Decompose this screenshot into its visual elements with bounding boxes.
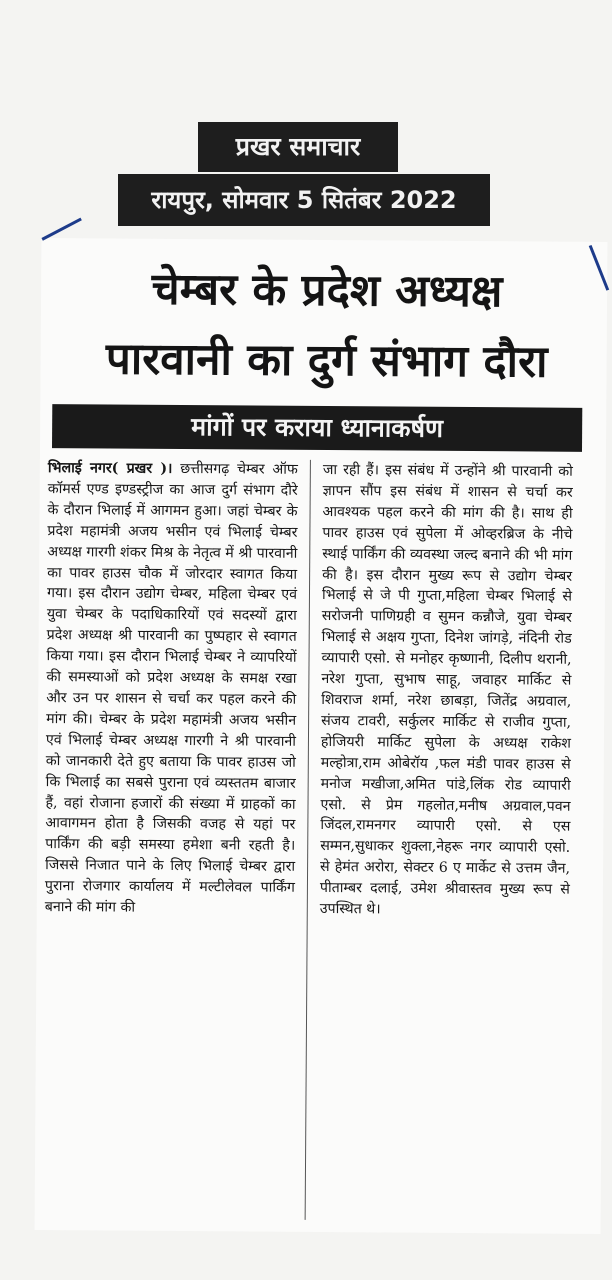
column-divider [305, 460, 311, 1220]
newspaper-clipping [35, 238, 608, 1234]
subheadline: मांगों पर कराया ध्यानाकर्षण [52, 404, 582, 452]
headline-line-2: पारवानी का दुर्ग संभाग दौरा [105, 333, 548, 388]
article-column-1 [45, 458, 298, 920]
article-body-1: छत्तीसगढ़ चेम्बर ऑफ कॉमर्स एण्ड इण्डस्ट्रीज का आज दुर्ग संभाग दौरे के दौरान भिलाई में आगमन हुआ। जहां चेम्बर के प्रदेश महामंत्री अजय भसीन एवं भिलाई चेम्बर अध्यक्ष गारगी शंकर मिश्र के नेतृत्व में श्री पारवानी का पावर हाउस चौक में जोरदार स्वागत किया गया। इस दौरान उद्योग चेम्बर, महिला चेम्बर एवं युवा चेम्बर के पदाधिकारियों एवं सदस्यों द्वारा प्रदेश अध्यक्ष श्री पारवानी का पुष्पहार से स्वागत किया गया। इस दौरान भिलाई चेम्बर ने व्यापरियों की समस्याओं को प्रदेश अध्यक्ष के समक्ष रखा और उन पर शासन से चर्चा कर पहल करने की मांग की। चेम्बर के प्रदेश महामंत्री अजय भसीन एवं भिलाई चेम्बर अध्यक्ष गारगी ने श्री पारवानी को जानकारी देते हुए बताया कि पावर हाउस जो कि भिलाई का सबसे पुराना एवं व्यस्ततम बाजार हैं, वहां रोजाना हजारों की संख्या में ग्राहकों का आवागमन होता है जिसकी वजह से यहां पर पार्किंग की बड़ी समस्या हमेशा बनी रहती है। जिससे निजात पाने के लिए भिलाई चेम्बर द्वारा पुराना रोजगार कार्यालय में मल्टीलेवल पार्किंग बनाने की मांग की [44, 461, 298, 916]
masthead-label: प्रखर समाचार [198, 122, 398, 172]
headline-line-1: चेम्बर के प्रदेश अध्यक्ष [151, 263, 503, 318]
article-paragraph-1 [45, 458, 298, 920]
article-dateline: भिलाई नगर( प्रखर )। [47, 460, 173, 477]
fold-mark-left [41, 218, 91, 259]
article-body-2: जा रही हैं। इस संबंध में उन्होंने श्री पारवानी को ज्ञापन सौंप इस संबंध में शासन से चर्चा कर आवश्यक पहल करने की मांग की है। साथ ही पावर हाउस एवं सुपेला में ओव्हरब्रिज के नीचे स्थाई पार्किंग की व्यवस्था जल्द बनाने की भी मांग की है। इस दौरान मुख्य रूप से उद्योग चेम्बर भिलाई से जे पी गुप्ता,महिला चेम्बर भिलाई से सरोजनी पाणिग्रही व सुमन कन्नौजे, युवा चेम्बर भिलाई से अक्षय गुप्ता, दिनेश जांगड़े, नंदिनी रोड व्यापारी एसो. से मनोहर कृष्णानी, दिलीप थरानी, नरेश गुप्ता, सुभाष साहू, जवाहर मार्किट से शिवराज शर्मा, नरेश छाबड़ा, जितेंद्र अग्रवाल, संजय टावरी, सर्कुलर मार्किट से राजीव गुप्ता, होजियरी मार्किट सुपेला के अध्यक्ष राकेश मल्होत्रा,राम ओबेरॉय ,फल मंडी पावर हाउस से मनोज मखीजा,अमित पांडे,लिंक रोड व्यापारी एसो. से प्रेम गहलोत,मनीष अग्रवाल,पवन जिंदल,रामनगर व्यापारी एसो. से एस सम्मन,सुधाकर शुक्ला,नेहरू नगर व्यापारी एसो. से हेमंत अरोरा, सेक्टर 6 ए मार्केट से उत्तम जैन, पीताम्बर दलाई, उमेश श्रीवास्तव मुख्य रूप से उपस्थित थे। [319, 462, 573, 918]
dateline-label: रायपुर, सोमवार 5 सितंबर 2022 [118, 174, 490, 226]
article-column-2 [320, 460, 573, 922]
